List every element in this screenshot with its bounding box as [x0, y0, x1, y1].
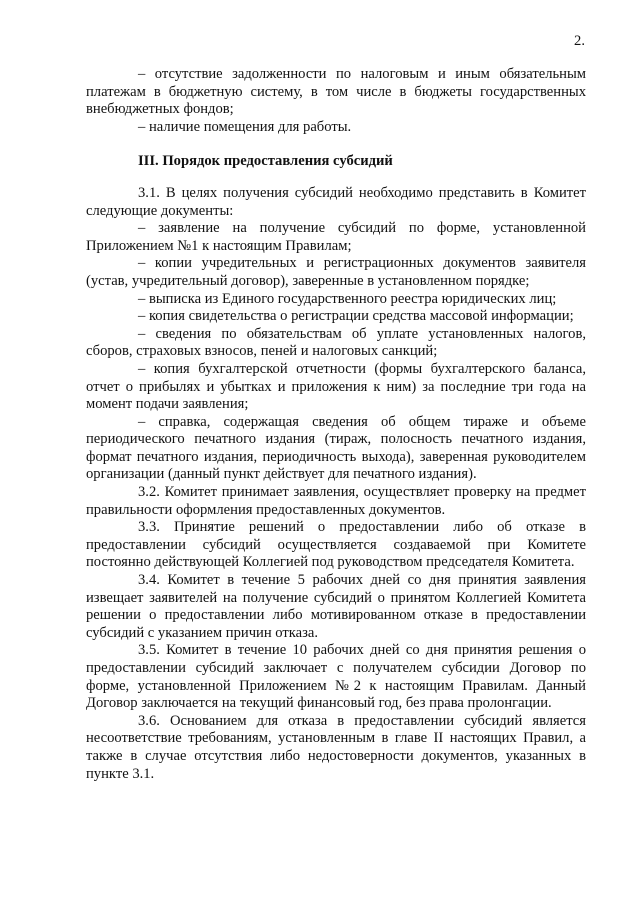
paragraph: 3.4. Комитет в течение 5 рабочих дней со дня принятия заявления извещает заявителей на получение субсидий о принятом Коллегией Комитета решении о предоставлении либо мотивированном отказе в предоставлении субсидий с указанием причин отказа.	[86, 572, 586, 641]
paragraph: – копии учредительных и регистрационных документов заявителя (устав, учредительный договор), заверенные в установленном порядке;	[86, 255, 586, 289]
page-number: 2.	[574, 33, 585, 49]
paragraph: 3.6. Основанием для отказа в предоставлении субсидий является несоответствие требованиям, установленным в главе II настоящих Правил, а также в случае отсутствия либо недостоверности документов, указанных в пункте 3.1.	[86, 712, 586, 782]
paragraph: – копия бухгалтерской отчетности (формы бухгалтерского баланса, отчет о прибылях и убытках и приложения к ним) за последние три года на момент подачи заявления;	[86, 360, 586, 413]
paragraph: 3.5. Комитет в течение 10 рабочих дней со дня принятия решения о предоставлении субсидий заключает с получателем субсидии Договор по форме, установленной Приложением №2 к настоящим Правилам. Данный Договор заключается на текущий финансовый год, без права пролонгации.	[86, 642, 586, 712]
paragraph: 3.1. В целях получения субсидий необходимо представить в Комитет следующие документы:	[86, 184, 586, 219]
paragraph: – справка, содержащая сведения об общем тираже и объеме периодического печатного издания (тираж, полосность печатного издания, формат печатного издания, периодичность выхода), заверенная руководителем организации (данный пункт действует для печатного издания).	[86, 413, 586, 483]
section-heading: III. Порядок предоставления субсидий	[138, 153, 393, 170]
paragraph: – копия свидетельства о регистрации средства массовой информации;	[138, 308, 574, 325]
paragraph: – наличие помещения для работы.	[138, 118, 352, 135]
paragraph: – отсутствие задолженности по налоговым и иным обязательным платежам в бюджетную систему, в том числе в бюджеты государственных внебюджетных фондов;	[86, 66, 586, 118]
paragraph: – выписка из Единого государственного реестра юридических лиц;	[138, 290, 557, 307]
paragraph: – сведения по обязательствам об уплате установленных налогов, сборов, страховых взносов, пеней и налоговых санкций;	[86, 325, 586, 360]
document-body	[86, 66, 586, 783]
paragraph: 3.3. Принятие решений о предоставлении либо об отказе в предоставлении субсидий осуществляется создаваемой при Комитете постоянно действующей Коллегией под руководством председателя Комитета.	[86, 519, 586, 571]
paragraph: – заявление на получение субсидий по форме, установленной Приложением №1 к настоящим Правилам;	[86, 220, 586, 254]
paragraph: 3.2. Комитет принимает заявления, осуществляет проверку на предмет правильности оформления предоставленных документов.	[86, 484, 586, 518]
